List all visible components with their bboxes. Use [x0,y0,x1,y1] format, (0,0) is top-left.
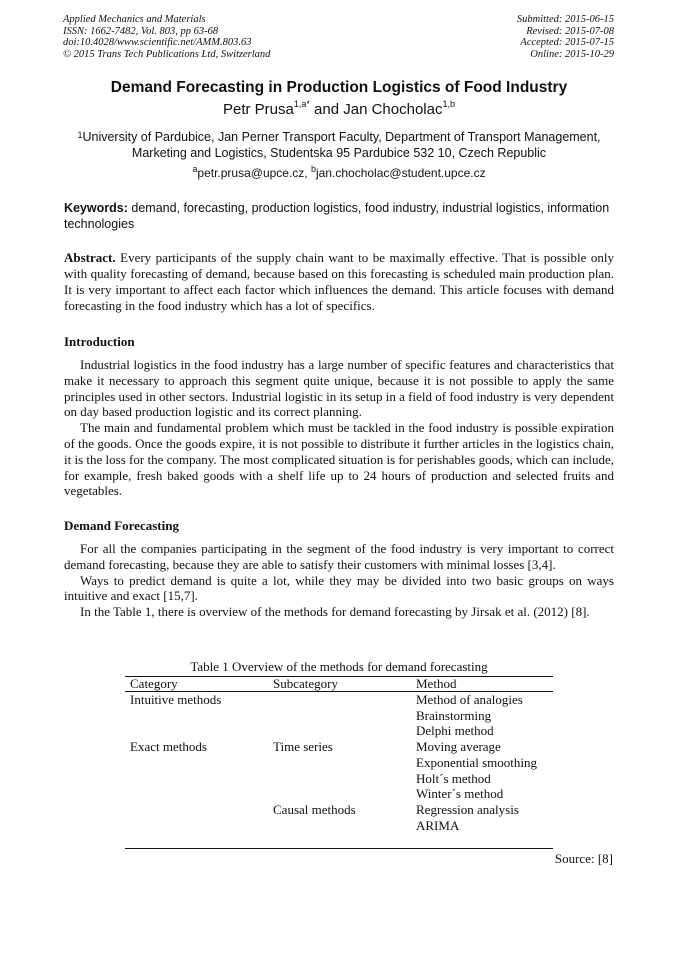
copyright: © 2015 Trans Tech Publications Ltd, Switzerland [63,48,271,60]
submitted-date: Submitted: 2015-06-15 [516,14,614,25]
category-cell: Exact methods [130,739,207,754]
keywords [64,200,614,232]
table-header-subcategory: Subcategory [273,676,338,691]
introduction-body [64,357,614,499]
author-and: and [309,101,344,118]
revised-date: Revised: 2015-07-08 [526,25,614,37]
method-cell: ARIMA [416,817,460,833]
submission-dates [517,14,614,60]
doi: doi:10.4028/www.scientific.net/AMM.803.63 [63,37,252,48]
method-cell: Winter´s method [416,786,504,802]
category-cell: Intuitive methods [130,692,222,707]
abstract-label: Abstract. [64,250,116,265]
journal-name: Applied Mechanics and Materials [63,14,206,25]
email-a-marker: a [192,164,198,174]
introduction-paragraph-1: Industrial logistics in the food industry has a large number of specific features and characteristics that make it necessary to approach this segment quite unique, because it is not possible to apply the same principles used in other sectors. Industrial logistic in its setup in a field of food industry is very dependent on day based production logistic and its correct planning. [64,357,614,420]
keywords-text: demand, forecasting, production logistics, food industry, industrial logistics, information technologies [64,201,610,231]
author-line [0,101,678,118]
table-top-rule [125,676,553,677]
method-cell: Delphi method [416,723,494,739]
keywords-label: Keywords: [64,201,128,215]
method-list [416,692,537,833]
demand-forecasting-heading: Demand Forecasting [64,518,179,533]
email-b-marker: b [310,164,316,174]
introduction-heading: Introduction [64,334,135,349]
journal-info [63,14,270,60]
method-cell: Regression analysis [416,801,519,817]
accepted-date: Accepted: 2015-07-15 [520,37,614,48]
table-caption: Table 1 Overview of the methods for demand forecasting [190,659,488,674]
online-date: Online: 2015-10-29 [530,48,614,60]
demand-paragraph-1: For all the companies participating in the segment of the food industry is very important to correct demand forecasting, because they are able to satisfy their customers with minimal losses [3,4]. [64,541,614,572]
abstract-text: Every participants of the supply chain want to be maximally effective. That is possible only with quality forecasting of demand, because based on this forecasting is scheduled main production plan. It is very important to affect each factor which influences the demand. This article focuses with demand forecasting in the food industry which has a lot of specifics. [64,250,614,313]
method-cell: Holt´s method [416,770,491,786]
issn: ISSN: 1662-7482, Vol. 803, pp 63-68 [63,25,219,37]
affiliation-line-1: University of Pardubice, Jan Perner Transport Faculty, Department of Transport Management, [82,130,601,144]
method-cell: Exponential smoothing [416,754,537,770]
author-1: Petr Prusa [222,101,294,118]
method-cell: Method of analogies [416,692,523,707]
email-a[interactable]: petr.prusa@upce.cz, [197,166,308,180]
table-header-method: Method [416,676,457,691]
abstract [64,250,614,314]
email-b[interactable]: jan.chocholac@student.upce.cz [316,166,486,180]
author-1-affiliation: 1,a* [293,99,310,109]
affiliation [60,129,618,161]
affiliation-marker: 1 [77,130,83,140]
paper-title: Demand Forecasting in Production Logistics of Food Industry [110,79,568,96]
author-2: Jan Chocholac [343,101,443,118]
affiliation-line-2: Marketing and Logistics, Studentska 95 Pardubice 532 10, Czech Republic [131,146,547,160]
table-bottom-rule [125,848,553,849]
demand-paragraph-3: In the Table 1, there is overview of the methods for demand forecasting by Jirsak et al. (2012) [8]. [80,604,590,620]
author-emails [0,166,678,180]
demand-paragraph-2: Ways to predict demand is quite a lot, while they may be divided into two basic groups on ways intuitive and exact [15,7]. [64,572,614,604]
introduction-paragraph-2: The main and fundamental problem which must be tackled in the food industry is possible expiration of the goods. Once the goods expire, it is not possible to distribute it further articles in the logistics chain, it is the loss for the company. The most complicated situation is for perishables goods, which can include, for example, fresh baked goods with a shelf life up to 24 hours of production and selected fruits and vegetables. [64,420,614,499]
author-2-affiliation: 1,b [442,99,455,109]
method-cell: Brainstorming [416,707,492,723]
subcategory-cell: Causal methods [273,802,356,817]
table-source: Source: [8] [554,851,613,866]
table-header-category: Category [130,676,178,691]
method-cell: Moving average [416,739,501,755]
demand-forecasting-body [64,541,614,620]
subcategory-cell: Time series [273,739,333,754]
